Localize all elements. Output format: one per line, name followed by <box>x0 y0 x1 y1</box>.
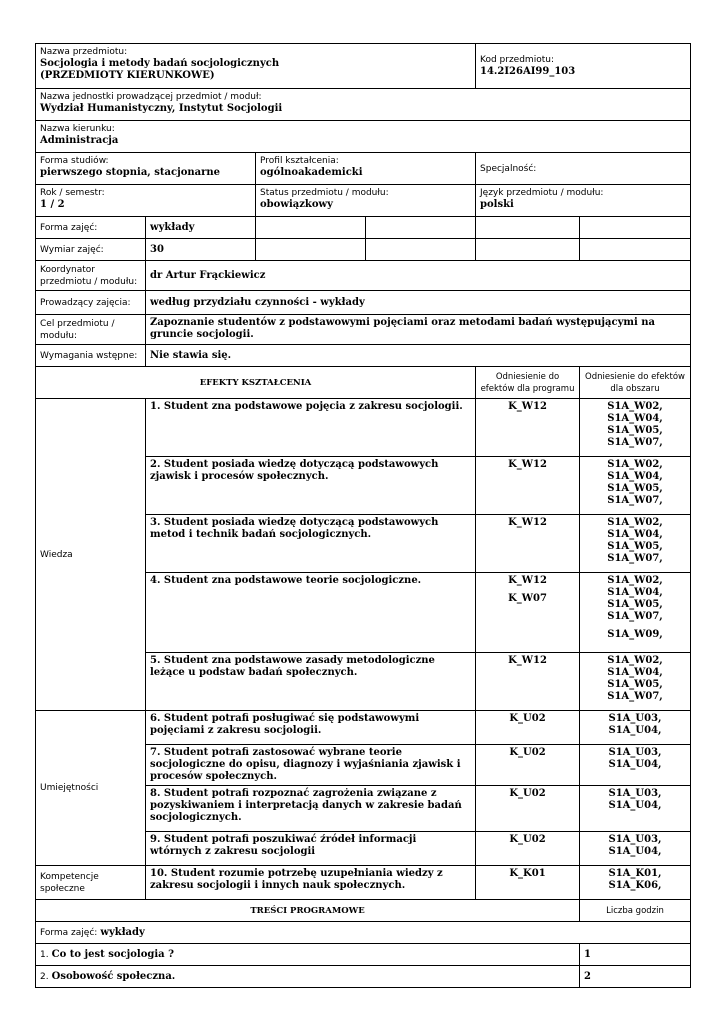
hours-value: 30 <box>146 239 256 261</box>
program-item <box>36 966 691 988</box>
classes-value: wykłady <box>146 217 256 239</box>
effect-program: K_U02 <box>476 711 580 745</box>
effect-text: 10. Student rozumie potrzebę uzupełniania wiedzy z zakresu socjologii i innych nauk społecznych. <box>146 866 476 900</box>
unit-label: Nazwa jednostki prowadzącej przedmiot / moduł: <box>40 92 262 102</box>
code-value: 14.2I26AI99_103 <box>480 66 576 77</box>
classes-label: Forma zajęć: <box>36 217 146 239</box>
effect-text: 8. Student potrafi rozpoznać zagrożenia związane z pozyskiwaniem i interpretacją danych w zakresie badań socjologicznych. <box>146 786 476 832</box>
req-value: Nie stawia się. <box>146 345 691 367</box>
profile-label: Profil kształcenia: <box>260 156 339 166</box>
lang-label: Język przedmiotu / modułu: <box>480 188 604 198</box>
field-row <box>36 121 691 153</box>
spec-cell <box>476 153 691 185</box>
hours-label: Wymiar zajęć: <box>36 239 146 261</box>
hours-header: Liczba godzin <box>580 900 691 922</box>
effect-row <box>36 399 691 457</box>
program-item-cell <box>36 944 580 966</box>
year-row <box>36 185 691 217</box>
effect-text: 9. Student potrafi poszukiwać źródeł informacji wtórnych z zakresu socjologii <box>146 832 476 866</box>
goal-value: Zapoznanie studentów z podstawowymi pojęciami oraz metodami badań występującymi na gruncie socjologii. <box>146 315 691 345</box>
status-cell <box>256 185 476 217</box>
program-item-num: 2. <box>40 971 49 982</box>
effect-area: S1A_U03, S1A_U04, <box>580 745 691 786</box>
unit-cell <box>36 89 691 121</box>
lang-value: polski <box>480 199 514 210</box>
year-cell <box>36 185 256 217</box>
effect-area: S1A_U03, S1A_U04, <box>580 786 691 832</box>
effect-program: K_U02 <box>476 832 580 866</box>
spec-label: Specjalność: <box>480 163 537 174</box>
subject-label: Nazwa przedmiotu: <box>40 47 128 57</box>
effect-program: K_W12 K_W07 <box>476 573 580 653</box>
field-label: Nazwa kierunku: <box>40 124 115 134</box>
effect-area: S1A_W02, S1A_W04, S1A_W05, S1A_W07, <box>580 653 691 711</box>
status-value: obowiązkowy <box>260 199 333 210</box>
subject-cell <box>36 44 476 89</box>
program-item-hours: 1 <box>580 944 691 966</box>
hours-row <box>36 239 691 261</box>
effect-text: 3. Student posiada wiedzę dotyczącą podstawowych metod i technik badań socjologicznych. <box>146 515 476 573</box>
form-value: pierwszego stopnia, stacjonarne <box>40 167 221 178</box>
lang-cell <box>476 185 691 217</box>
year-value: 1 / 2 <box>40 199 65 210</box>
field-cell <box>36 121 691 153</box>
form-row <box>36 153 691 185</box>
effect-program: K_U02 <box>476 786 580 832</box>
program-item <box>36 944 691 966</box>
coord-row <box>36 261 691 291</box>
effect-area: S1A_W02, S1A_W04, S1A_W05, S1A_W07, S1A_W09, <box>580 573 691 653</box>
teacher-row <box>36 291 691 315</box>
effect-text: 5. Student zna podstawowe zasady metodologiczne leżące u podstaw badań społecznych. <box>146 653 476 711</box>
coord-label: Koordynator przedmiotu / modułu: <box>36 261 146 291</box>
unit-row <box>36 89 691 121</box>
program-item-cell <box>36 966 580 988</box>
req-label: Wymagania wstępne: <box>36 345 146 367</box>
program-header: TREŚCI PROGRAMOWE <box>36 900 580 922</box>
effect-row <box>36 866 691 900</box>
effect-area: S1A_U03, S1A_U04, <box>580 832 691 866</box>
field-value: Administracja <box>40 135 119 146</box>
code-cell <box>476 44 691 89</box>
effect-area: S1A_U03, S1A_U04, <box>580 711 691 745</box>
group-umiejetnosci: Umiejętności <box>36 711 146 866</box>
effect-program: K_W12 <box>476 515 580 573</box>
profile-cell <box>256 153 476 185</box>
effect-program: K_W12 <box>476 653 580 711</box>
unit-value: Wydział Humanistyczny, Instytut Socjologii <box>40 103 283 114</box>
effect-program: K_W12 <box>476 457 580 515</box>
syllabus-sheet <box>35 43 690 988</box>
program-form-cell <box>36 922 691 944</box>
req-row <box>36 345 691 367</box>
program-form-row <box>36 922 691 944</box>
classes-row <box>36 217 691 239</box>
teacher-label: Prowadzący zajęcia: <box>36 291 146 315</box>
effect-text: 6. Student potrafi posługiwać się podstawowymi pojęciami z zakresu socjologii. <box>146 711 476 745</box>
effect-text: 1. Student zna podstawowe pojęcia z zakresu socjologii. <box>146 399 476 457</box>
program-item-title: Osobowość społeczna. <box>51 970 176 982</box>
effects-header: EFEKTY KSZTAŁCENIA <box>36 367 476 399</box>
code-label: Kod przedmiotu: <box>480 55 554 65</box>
group-kompetencje: Kompetencje społeczne <box>36 866 146 900</box>
subject-name: Socjologia i metody badań socjologicznych <box>40 58 280 69</box>
teacher-value: według przydziału czynności - wykłady <box>146 291 691 315</box>
effect-program: K_K01 <box>476 866 580 900</box>
form-cell <box>36 153 256 185</box>
effect-area: S1A_W02, S1A_W04, S1A_W05, S1A_W07, <box>580 457 691 515</box>
effect-program: K_U02 <box>476 745 580 786</box>
goal-row <box>36 315 691 345</box>
subject-group: (PRZEDMIOTY KIERUNKOWE) <box>40 70 215 81</box>
program-item-title: Co to jest socjologia ? <box>51 948 174 960</box>
program-form-label: Forma zajęć: <box>40 927 98 938</box>
effect-area: S1A_W02, S1A_W04, S1A_W05, S1A_W07, <box>580 399 691 457</box>
program-form-value: wykłady <box>100 926 145 938</box>
goal-label: Cel przedmiotu / modułu: <box>36 315 146 345</box>
status-label: Status przedmiotu / modułu: <box>260 188 389 198</box>
year-label: Rok / semestr: <box>40 188 105 198</box>
form-label: Forma studiów: <box>40 156 109 166</box>
subject-row <box>36 44 691 89</box>
effect-area: S1A_W02, S1A_W04, S1A_W05, S1A_W07, <box>580 515 691 573</box>
coord-value: dr Artur Frąckiewicz <box>146 261 691 291</box>
effect-area: S1A_K01, S1A_K06, <box>580 866 691 900</box>
col-program-header: Odniesienie do efektów dla programu <box>476 367 580 399</box>
effect-program: K_W12 <box>476 399 580 457</box>
effect-text: 2. Student posiada wiedzę dotyczącą podstawowych zjawisk i procesów społecznych. <box>146 457 476 515</box>
effect-row <box>36 711 691 745</box>
program-header-row <box>36 900 691 922</box>
program-item-hours: 2 <box>580 966 691 988</box>
effect-text: 7. Student potrafi zastosować wybrane teorie socjologiczne do opisu, diagnozy i wyjaśniania zjawisk i procesów społecznych. <box>146 745 476 786</box>
col-area-header: Odniesienie do efektów dla obszaru <box>580 367 691 399</box>
profile-value: ogólnoakademicki <box>260 167 363 178</box>
program-item-num: 1. <box>40 949 49 960</box>
syllabus-table <box>35 43 691 988</box>
effects-header-row <box>36 367 691 399</box>
effect-text: 4. Student zna podstawowe teorie socjologiczne. <box>146 573 476 653</box>
group-wiedza: Wiedza <box>36 399 146 711</box>
